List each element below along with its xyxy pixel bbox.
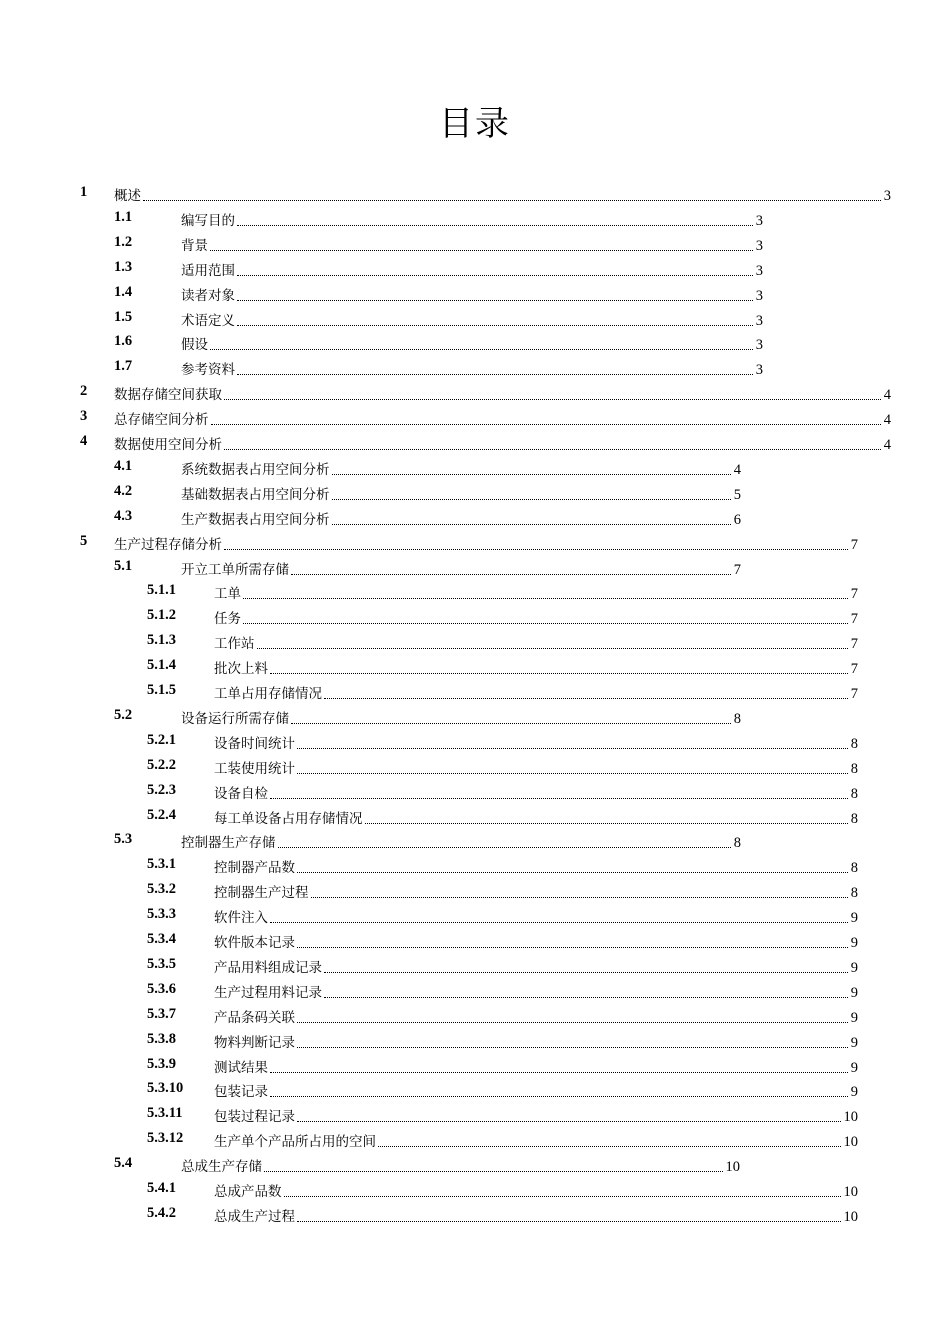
toc-entry-page-number: 10 — [725, 1159, 740, 1176]
toc-entry-number: 5.2 — [114, 706, 133, 723]
toc-entry-number: 5.1.2 — [147, 607, 176, 624]
toc-entry[interactable] — [0, 184, 950, 209]
dot-leader — [324, 997, 848, 998]
toc-entry-label: 设备时间统计 — [214, 735, 295, 752]
toc-entry-page-number: 3 — [755, 287, 763, 304]
dot-leader — [332, 524, 731, 525]
toc-entry-page-number: 9 — [850, 1059, 858, 1076]
toc-entry-page-number: 7 — [850, 611, 858, 628]
toc-entry[interactable] — [0, 1056, 950, 1081]
toc-entry-number: 5.1.4 — [147, 657, 176, 674]
toc-entry[interactable] — [0, 333, 950, 358]
toc-entry-label: 产品用料组成记录 — [214, 959, 322, 976]
toc-entry[interactable] — [0, 533, 950, 558]
dot-leader — [237, 374, 753, 375]
dot-leader — [257, 648, 848, 649]
dot-leader — [324, 698, 848, 699]
toc-entry-label: 工装使用统计 — [214, 760, 295, 777]
toc-entry-page-number: 8 — [733, 835, 741, 852]
toc-entry-label: 软件注入 — [214, 910, 268, 927]
toc-entry-label: 工单 — [214, 586, 241, 603]
toc-entry-page-number: 5 — [733, 486, 741, 503]
dot-leader — [210, 250, 753, 251]
toc-entry[interactable] — [0, 508, 950, 533]
dot-leader — [291, 574, 731, 575]
dot-leader — [324, 972, 848, 973]
toc-entry-number: 5.1.3 — [147, 632, 176, 649]
toc-entry[interactable] — [0, 757, 950, 782]
dot-leader — [284, 1196, 841, 1197]
dot-leader — [210, 349, 753, 350]
toc-entry-page-number: 4 — [883, 412, 891, 429]
dot-leader — [224, 449, 881, 450]
toc-entry-number: 5.1 — [114, 557, 133, 574]
toc-entry-page-number: 9 — [850, 1034, 858, 1051]
dot-leader — [237, 325, 753, 326]
dot-leader — [297, 1221, 841, 1222]
toc-entry-page-number: 8 — [850, 760, 858, 777]
toc-entry-page-number: 10 — [843, 1109, 858, 1126]
toc-entry-page-number: 8 — [850, 860, 858, 877]
dot-leader — [264, 1171, 723, 1172]
toc-entry-label: 物料判断记录 — [214, 1034, 295, 1051]
toc-entry-number: 5.3.6 — [147, 980, 176, 997]
toc-entry-page-number: 9 — [850, 935, 858, 951]
toc-entry-page-number: 7 — [850, 536, 858, 553]
toc-entry-label: 参考资料 — [181, 362, 235, 379]
toc-entry-number: 5.3.9 — [147, 1055, 176, 1072]
toc-entry-label: 生产过程存储分析 — [114, 536, 222, 553]
toc-entry[interactable] — [0, 558, 950, 583]
toc-entry[interactable] — [0, 1105, 950, 1130]
toc-entry[interactable] — [0, 358, 950, 383]
toc-entry-number: 1.1 — [114, 208, 133, 225]
toc-entry-label: 软件版本记录 — [214, 935, 295, 951]
dot-leader — [291, 723, 731, 724]
toc-entry-label: 编写目的 — [181, 212, 235, 229]
toc-entry-number: 1.2 — [114, 233, 133, 250]
toc-entry-number: 4.3 — [114, 507, 133, 524]
toc-entry-number: 5.3.12 — [147, 1130, 184, 1147]
toc-entry-label: 总成生产过程 — [214, 1208, 295, 1225]
toc-entry-label: 基础数据表占用空间分析 — [181, 486, 330, 503]
toc-entry-page-number: 9 — [850, 910, 858, 927]
toc-entry-number: 4.2 — [114, 482, 133, 499]
dot-leader — [297, 1022, 848, 1023]
toc-entry-label: 任务 — [214, 611, 241, 628]
toc-entry-number: 5.3 — [114, 831, 133, 848]
dot-leader — [278, 847, 731, 848]
toc-entry-number: 1 — [80, 184, 88, 200]
toc-entry-page-number: 3 — [755, 212, 763, 229]
toc-entry-label: 假设 — [181, 337, 208, 354]
toc-entry-label: 背景 — [181, 237, 208, 254]
toc-entry-page-number: 9 — [850, 1009, 858, 1026]
toc-entry-page-number: 3 — [755, 337, 763, 354]
toc-entry[interactable] — [0, 831, 950, 856]
toc-entry-page-number: 3 — [755, 362, 763, 379]
toc-entry-page-number: 7 — [850, 586, 858, 603]
dot-leader — [224, 549, 848, 550]
toc-entry-number: 5.4.2 — [147, 1204, 176, 1221]
toc-entry-label: 设备自检 — [214, 785, 268, 802]
toc-entry-page-number: 3 — [755, 262, 763, 279]
toc-entry-label: 控制器生产过程 — [214, 885, 309, 902]
dot-leader — [237, 275, 753, 276]
toc-entry-page-number: 4 — [733, 461, 741, 478]
toc-entry[interactable] — [0, 1155, 950, 1180]
dot-leader — [297, 1047, 848, 1048]
toc-entry[interactable] — [0, 732, 950, 757]
toc-entry-number: 1.4 — [114, 283, 133, 300]
toc-entry-page-number: 7 — [850, 661, 858, 678]
dot-leader — [365, 823, 848, 824]
toc-entry[interactable] — [0, 458, 950, 483]
toc-entry[interactable] — [0, 1080, 950, 1105]
dot-leader — [243, 623, 848, 624]
toc-entry-page-number: 7 — [850, 636, 858, 653]
toc-entry-label: 工作站 — [214, 636, 255, 653]
page-title: 目录 — [439, 104, 511, 144]
toc-entry[interactable] — [0, 309, 950, 334]
toc-entry-number: 5 — [80, 532, 88, 549]
toc-entry-number: 5.2.1 — [147, 731, 176, 748]
toc-entry[interactable] — [0, 1205, 950, 1230]
dot-leader — [270, 673, 848, 674]
toc-entry-number: 3 — [80, 408, 88, 425]
toc-entry-number: 5.3.11 — [147, 1105, 183, 1122]
toc-entry-label: 每工单设备占用存储情况 — [214, 810, 363, 827]
toc-entry-label: 总成生产存储 — [181, 1159, 262, 1176]
toc-entry[interactable] — [0, 234, 950, 259]
toc-entry[interactable] — [0, 433, 950, 458]
dot-leader — [224, 399, 881, 400]
toc-entry[interactable] — [0, 981, 950, 1006]
toc-entry-number: 5.2.4 — [147, 806, 176, 823]
dot-leader — [211, 424, 881, 425]
toc-entry-page-number: 10 — [843, 1184, 858, 1200]
toc-entry[interactable] — [0, 582, 950, 607]
dot-leader — [311, 897, 848, 898]
toc-entry-number: 2 — [80, 383, 88, 400]
dot-leader — [237, 300, 753, 301]
toc-entry-label: 工单占用存储情况 — [214, 686, 322, 702]
toc-entry[interactable] — [0, 632, 950, 657]
dot-leader — [237, 225, 753, 226]
toc-entry[interactable] — [0, 807, 950, 832]
toc-entry-label: 控制器产品数 — [214, 860, 295, 877]
toc-entry-page-number: 8 — [850, 735, 858, 752]
toc-entry[interactable] — [0, 483, 950, 508]
toc-entry[interactable] — [0, 881, 950, 906]
toc-entry-number: 5.3.2 — [147, 881, 176, 898]
toc-entry-number: 4 — [80, 433, 88, 449]
toc-entry[interactable] — [0, 209, 950, 234]
dot-leader — [270, 1096, 848, 1097]
toc-entry[interactable] — [0, 782, 950, 807]
toc-entry-number: 4.1 — [114, 457, 133, 474]
toc-entry-label: 设备运行所需存储 — [181, 710, 289, 727]
toc-entry-label: 包装过程记录 — [214, 1109, 295, 1126]
toc-entry-page-number: 3 — [755, 237, 763, 254]
dot-leader — [297, 872, 848, 873]
toc-entry-label: 适用范围 — [181, 262, 235, 279]
toc-entry-page-number: 9 — [850, 984, 858, 1001]
toc-entry[interactable] — [0, 284, 950, 309]
toc-entry[interactable] — [0, 383, 950, 408]
toc-entry[interactable] — [0, 607, 950, 632]
dot-leader — [143, 200, 881, 201]
toc-entry-label: 读者对象 — [181, 287, 235, 304]
toc-entry-number: 5.1.5 — [147, 682, 176, 698]
toc-entry-number: 5.2.2 — [147, 756, 176, 773]
toc-entry-number: 5.3.10 — [147, 1080, 184, 1097]
dot-leader — [243, 598, 848, 599]
toc-entry-number: 5.3.7 — [147, 1005, 176, 1022]
toc-entry-label: 生产单个产品所占用的空间 — [214, 1134, 376, 1151]
toc-entry-label: 产品条码关联 — [214, 1009, 295, 1026]
toc-entry-label: 包装记录 — [214, 1084, 268, 1101]
toc-entry[interactable] — [0, 1180, 950, 1205]
toc-entry-page-number: 3 — [883, 188, 891, 204]
toc-entry[interactable] — [0, 408, 950, 433]
toc-entry-number: 5.3.4 — [147, 931, 176, 947]
toc-entry[interactable] — [0, 682, 950, 707]
toc-entry[interactable] — [0, 906, 950, 931]
toc-entry-label: 系统数据表占用空间分析 — [181, 461, 330, 478]
toc-entry-page-number: 10 — [843, 1208, 858, 1225]
toc-entry-number: 1.3 — [114, 258, 133, 275]
toc-entry-page-number: 7 — [733, 561, 741, 578]
toc-entry[interactable] — [0, 1130, 950, 1155]
dot-leader — [297, 947, 848, 948]
dot-leader — [297, 773, 848, 774]
toc-entry-label: 测试结果 — [214, 1059, 268, 1076]
toc-entry-page-number: 8 — [850, 785, 858, 802]
dot-leader — [270, 1072, 848, 1073]
toc-entry-number: 5.4.1 — [147, 1180, 176, 1196]
toc-entry-label: 概述 — [114, 188, 141, 204]
toc-entry-page-number: 10 — [843, 1134, 858, 1151]
dot-leader — [297, 1121, 841, 1122]
dot-leader — [297, 748, 848, 749]
toc-entry-number: 5.4 — [114, 1155, 133, 1172]
toc-entry-label: 控制器生产存储 — [181, 835, 276, 852]
dot-leader — [378, 1146, 841, 1147]
toc-entry[interactable] — [0, 707, 950, 732]
toc-entry-label: 生产过程用料记录 — [214, 984, 322, 1001]
toc-entry-number: 1.7 — [114, 358, 133, 375]
dot-leader — [332, 499, 731, 500]
toc-entry-number: 5.3.3 — [147, 906, 176, 923]
toc-entry-page-number: 6 — [733, 511, 741, 528]
toc-entry-label: 总成产品数 — [214, 1184, 282, 1200]
dot-leader — [270, 798, 848, 799]
toc-entry-number: 5.3.1 — [147, 856, 176, 873]
toc-entry-page-number: 4 — [883, 387, 891, 404]
toc-entry-label: 数据存储空间获取 — [114, 387, 222, 404]
toc-entry-page-number: 4 — [883, 437, 891, 453]
toc-entry-page-number: 9 — [850, 959, 858, 976]
toc-entry-label: 总存储空间分析 — [114, 412, 209, 429]
toc-entry-number: 5.3.8 — [147, 1030, 176, 1047]
dot-leader — [270, 922, 848, 923]
toc-entry[interactable] — [0, 259, 950, 284]
toc-entry-label: 数据使用空间分析 — [114, 437, 222, 453]
toc-entry-number: 1.6 — [114, 333, 133, 350]
dot-leader — [332, 474, 731, 475]
toc-entry[interactable] — [0, 956, 950, 981]
toc-entry-label: 术语定义 — [181, 312, 235, 329]
toc-entry-number: 1.5 — [114, 308, 133, 325]
toc-entry[interactable] — [0, 1006, 950, 1031]
toc-entry-page-number: 8 — [850, 885, 858, 902]
toc-entry[interactable] — [0, 856, 950, 881]
toc-entry-page-number: 7 — [850, 686, 858, 702]
toc-entry[interactable] — [0, 657, 950, 682]
toc-entry-label: 生产数据表占用空间分析 — [181, 511, 330, 528]
toc-entry-page-number: 8 — [850, 810, 858, 827]
toc-entry-number: 5.3.5 — [147, 955, 176, 972]
toc-entry-label: 开立工单所需存储 — [181, 561, 289, 578]
toc-entry-page-number: 3 — [755, 312, 763, 329]
toc-entry[interactable] — [0, 931, 950, 956]
toc-entry-number: 5.1.1 — [147, 582, 176, 599]
toc-entry-page-number: 9 — [850, 1084, 858, 1101]
toc-entry-label: 批次上料 — [214, 661, 268, 678]
toc-entry-number: 5.2.3 — [147, 781, 176, 798]
toc-entry[interactable] — [0, 1031, 950, 1056]
toc-entry-page-number: 8 — [733, 710, 741, 727]
